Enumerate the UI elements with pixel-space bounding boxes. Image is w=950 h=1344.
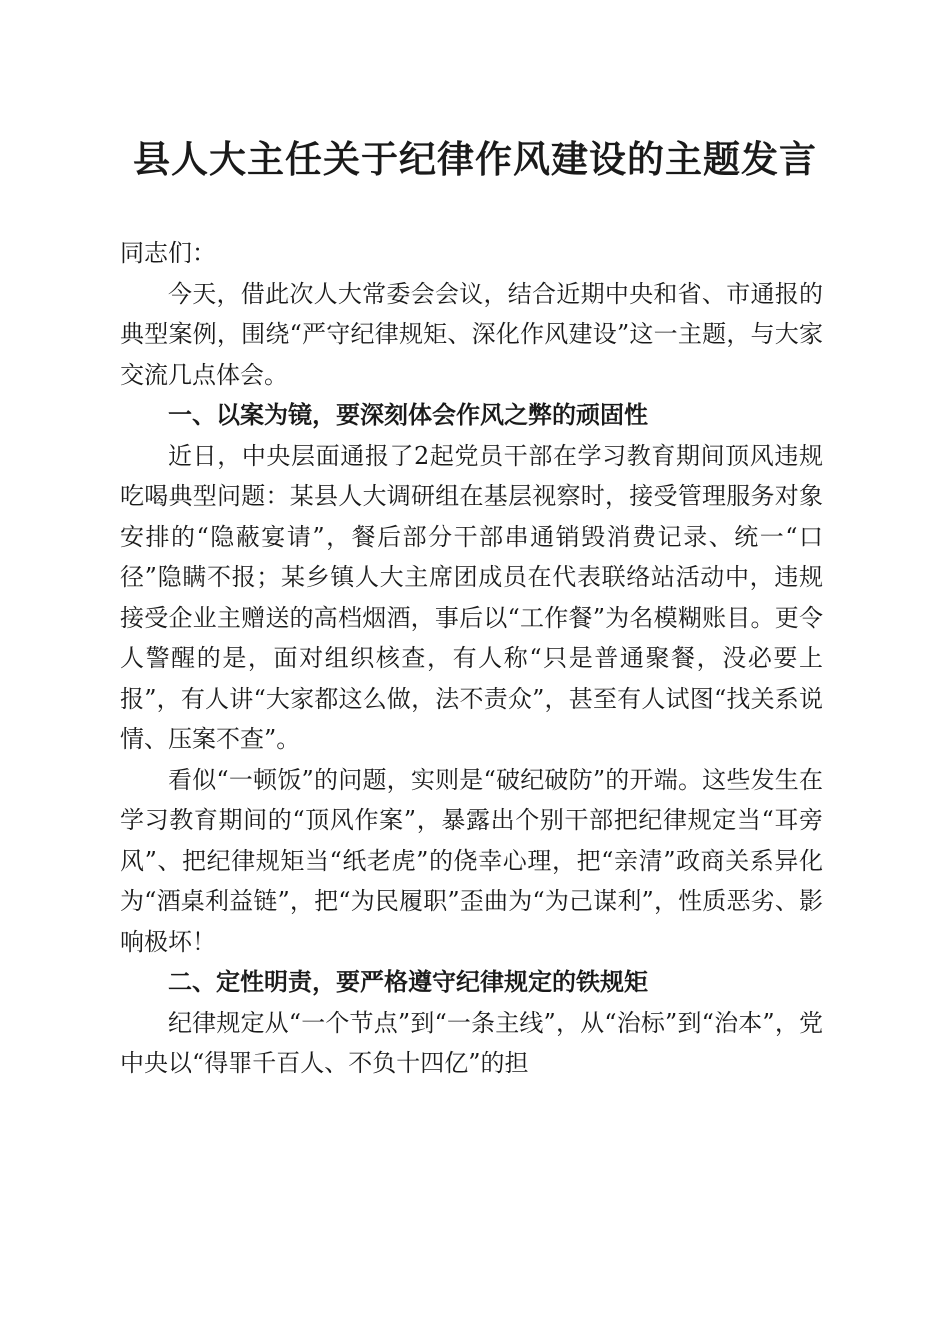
section2-paragraph-1: 纪律规定从“一个节点”到“一条主线”，从“治标”到“治本”，党中央以“得罪千百人、不负十四亿”的担 (120, 1008, 823, 1077)
section1-paragraph-2: 看似“一顿饭”的问题，实则是“破纪破防”的开端。这些发生在学习教育期间的“顶风作案”，暴露出个别干部把纪律规定当“耳旁风”、把纪律规矩当“纸老虎”的侥幸心理，把“亲清”政商关系异化为“酒桌利益链”，把“为民履职”歪曲为“为己谋利”，性质恶劣、影响极坏！ (120, 765, 823, 956)
document-body (120, 233, 823, 1084)
salutation: 同志们： (120, 239, 216, 267)
document-title: 县人大主任关于纪律作风建设的主题发言 (133, 137, 817, 181)
intro-paragraph: 今天，借此次人大常委会会议，结合近期中央和省、市通报的典型案例，围绕“严守纪律规矩、深化作风建设”这一主题，与大家交流几点体会。 (120, 279, 823, 389)
section-heading-1: 一、以案为镜，要深刻体会作风之弊的顽固性 (168, 401, 648, 429)
section1-paragraph-1: 近日，中央层面通报了2起党员干部在学习教育期间顶风违规吃喝典型问题：某县人大调研组在基层视察时，接受管理服务对象安排的“隐蔽宴请”，餐后部分干部串通销毁消费记录、统一“口径”隐瞒不报；某乡镇人大主席团成员在代表联络站活动中，违规接受企业主赠送的高档烟酒，事后以“工作餐”为名模糊账目。更令人警醒的是，面对组织核查，有人称“只是普通聚餐，没必要上报”，有人讲“大家都这么做，法不责众”，甚至有人试图“找关系说情、压案不查”。 (120, 441, 823, 753)
section-heading-2: 二、定性明责，要严格遵守纪律规定的铁规矩 (168, 968, 648, 996)
